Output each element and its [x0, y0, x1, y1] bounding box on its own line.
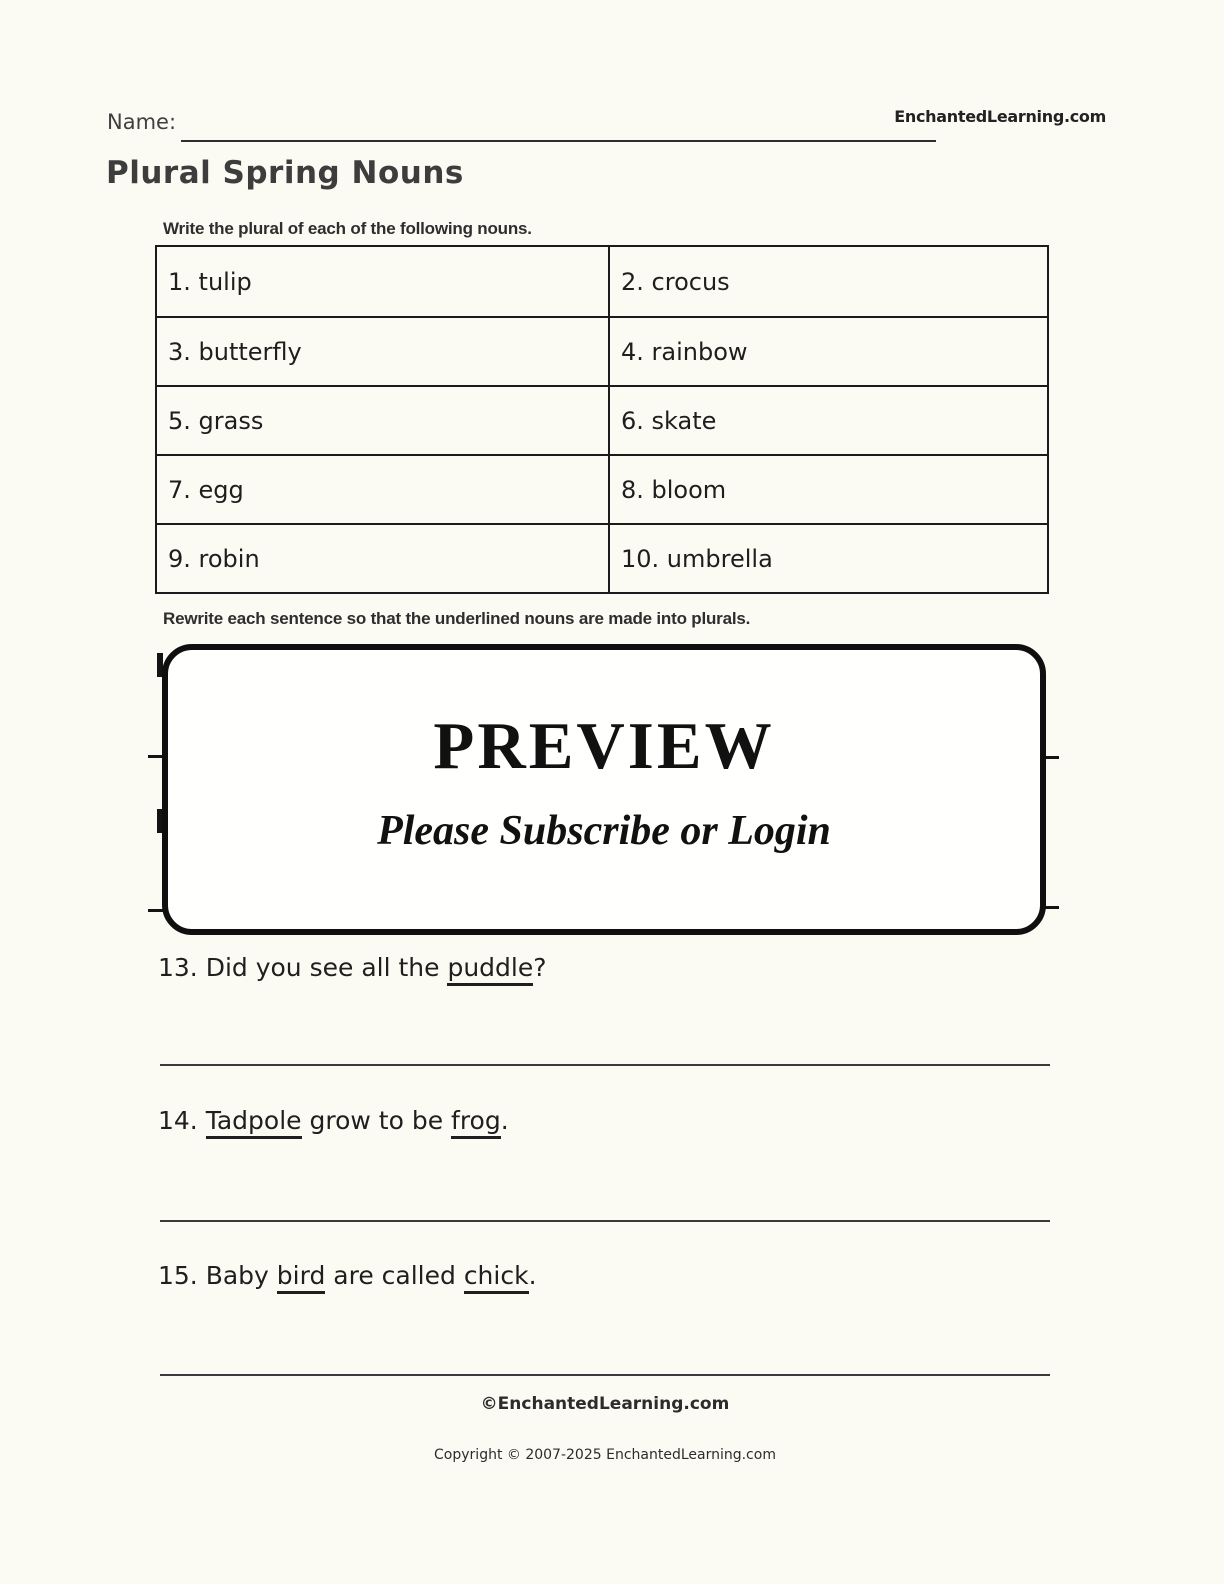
underlined-noun: Tadpole — [206, 1106, 302, 1139]
question-14 — [158, 1106, 509, 1135]
table-cell-2: 2. crocus — [608, 247, 1047, 316]
underlined-noun: bird — [277, 1261, 326, 1294]
preview-overlay — [162, 644, 1046, 935]
underlined-noun: puddle — [447, 953, 533, 986]
page-title: Plural Spring Nouns — [106, 155, 464, 191]
question-text: 13. Did you see all the — [158, 953, 448, 982]
footer-copyright-notice: Copyright © 2007-2025 EnchantedLearning.com — [434, 1447, 776, 1463]
underlined-noun: frog — [451, 1106, 501, 1139]
answer-line-15 — [160, 1374, 1050, 1376]
subscribe-login-prompt[interactable]: Please Subscribe or Login — [377, 808, 831, 854]
question-13 — [158, 953, 547, 982]
question-text: . — [500, 1106, 509, 1135]
table-cell-1: 1. tulip — [168, 267, 252, 296]
table-cell-9: 9. robin — [157, 523, 608, 592]
obscured-answer-line-fragment — [1045, 906, 1059, 909]
question-text: ? — [533, 953, 547, 982]
table-cell-8: 8. bloom — [608, 454, 1047, 523]
sentences-instruction: Rewrite each sentence so that the underlined nouns are made into plurals. — [163, 609, 751, 628]
table-cell-4: 4. rainbow — [608, 316, 1047, 385]
table-cell-7: 7. egg — [157, 454, 608, 523]
answer-line-13 — [160, 1064, 1050, 1066]
name-label: Name: — [107, 110, 177, 134]
site-link[interactable]: EnchantedLearning.com — [894, 107, 1106, 126]
obscured-answer-line-fragment — [148, 755, 163, 758]
name-blank-line — [181, 118, 936, 142]
underlined-noun: chick — [464, 1261, 529, 1294]
table-cell-6: 6. skate — [608, 385, 1047, 454]
question-text: are called — [325, 1261, 464, 1290]
table-cell-5: 5. grass — [157, 385, 608, 454]
question-text: . — [528, 1261, 537, 1290]
obscured-answer-line-fragment — [1045, 756, 1059, 759]
table-cell-10: 10. umbrella — [608, 523, 1047, 592]
question-text: 14. — [158, 1106, 206, 1135]
question-text: 15. Baby — [158, 1261, 277, 1290]
answer-line-14 — [160, 1220, 1050, 1222]
table-instruction: Write the plural of each of the following nouns. — [163, 219, 532, 238]
preview-title: PREVIEW — [433, 709, 775, 783]
question-text: grow to be — [301, 1106, 452, 1135]
question-15 — [158, 1261, 537, 1290]
table-cell-3: 3. butterfly — [157, 316, 608, 385]
noun-table — [155, 245, 1049, 594]
footer-site-copyright: ©EnchantedLearning.com — [480, 1394, 730, 1414]
obscured-answer-line-fragment — [148, 909, 163, 912]
